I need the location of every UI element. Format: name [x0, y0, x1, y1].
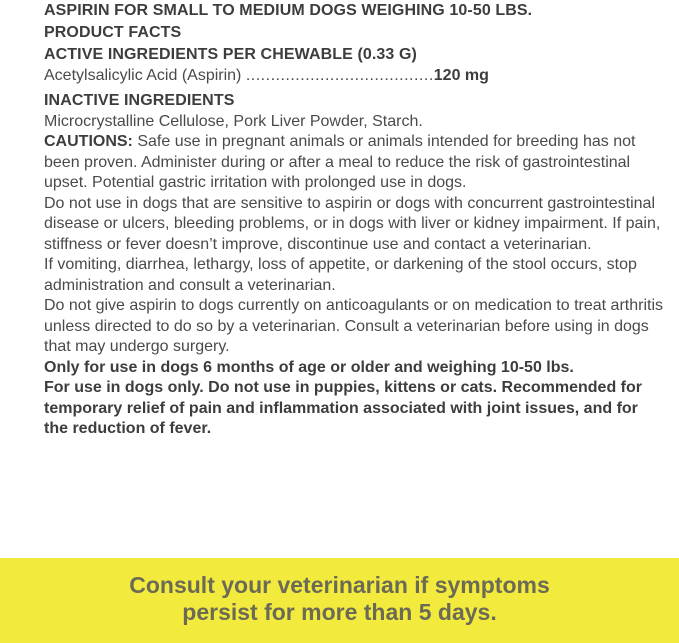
cautions-paragraph: [44, 132, 664, 194]
cautions-text: Safe use in pregnant animals or animals intended for breeding has not been proven. Administer during or after a meal to reduce the risk of gastrointestinal upset. Potential gastric irritation with prolonged use in dogs.: [44, 133, 636, 191]
banner-line-1: Consult your veterinarian if symptoms: [129, 572, 550, 598]
active-ingredient-name: Acetylsalicylic Acid (Aspirin): [44, 67, 242, 84]
sensitivity-warning: Do not use in dogs that are sensitive to aspirin or dogs with concurrent gastrointestinal disease or ulcers, bleeding problems, or in dogs with liver or kidney impairment. If pain, stiffness or fever doesn’t improve, discontinue use and contact a veterinarian.: [44, 194, 661, 253]
product-label: [44, 0, 664, 440]
inactive-ingredients-text: Microcrystalline Cellulose, Pork Liver Powder, Starch.: [44, 113, 423, 130]
consult-banner-text: [0, 572, 679, 626]
active-ingredients-heading: ACTIVE INGREDIENTS PER CHEWABLE (0.33 G): [44, 46, 417, 63]
banner-line-2: persist for more than 5 days.: [182, 599, 497, 625]
drug-interaction-warning: Do not give aspirin to dogs currently on anticoagulants or on medication to treat arthritis unless directed to do so by a veterinarian. Consult a veterinarian before using in dogs that may undergo surgery.: [44, 297, 663, 355]
active-ingredient-row: [44, 66, 664, 86]
product-facts-heading: PRODUCT FACTS: [44, 24, 182, 41]
age-weight-notice: Only for use in dogs 6 months of age or older and weighing 10-50 lbs.: [44, 358, 574, 376]
cautions-label: CAUTIONS:: [44, 133, 133, 150]
dot-leader: ......................................: [245, 67, 434, 84]
usage-notice: For use in dogs only. Do not use in puppies, kittens or cats. Recommended for temporary relief of pain and inflammation associated with joint issues, and for the reduction of fever.: [44, 379, 642, 437]
product-title: ASPIRIN FOR SMALL TO MEDIUM DOGS WEIGHING 10-50 LBS.: [44, 2, 533, 19]
side-effects-warning: If vomiting, diarrhea, lethargy, loss of appetite, or darkening of the stool occurs, stop administration and consult a veterinarian.: [44, 256, 637, 294]
active-ingredient-amount: 120 mg: [433, 67, 489, 84]
inactive-ingredients-heading: INACTIVE INGREDIENTS: [44, 92, 235, 109]
